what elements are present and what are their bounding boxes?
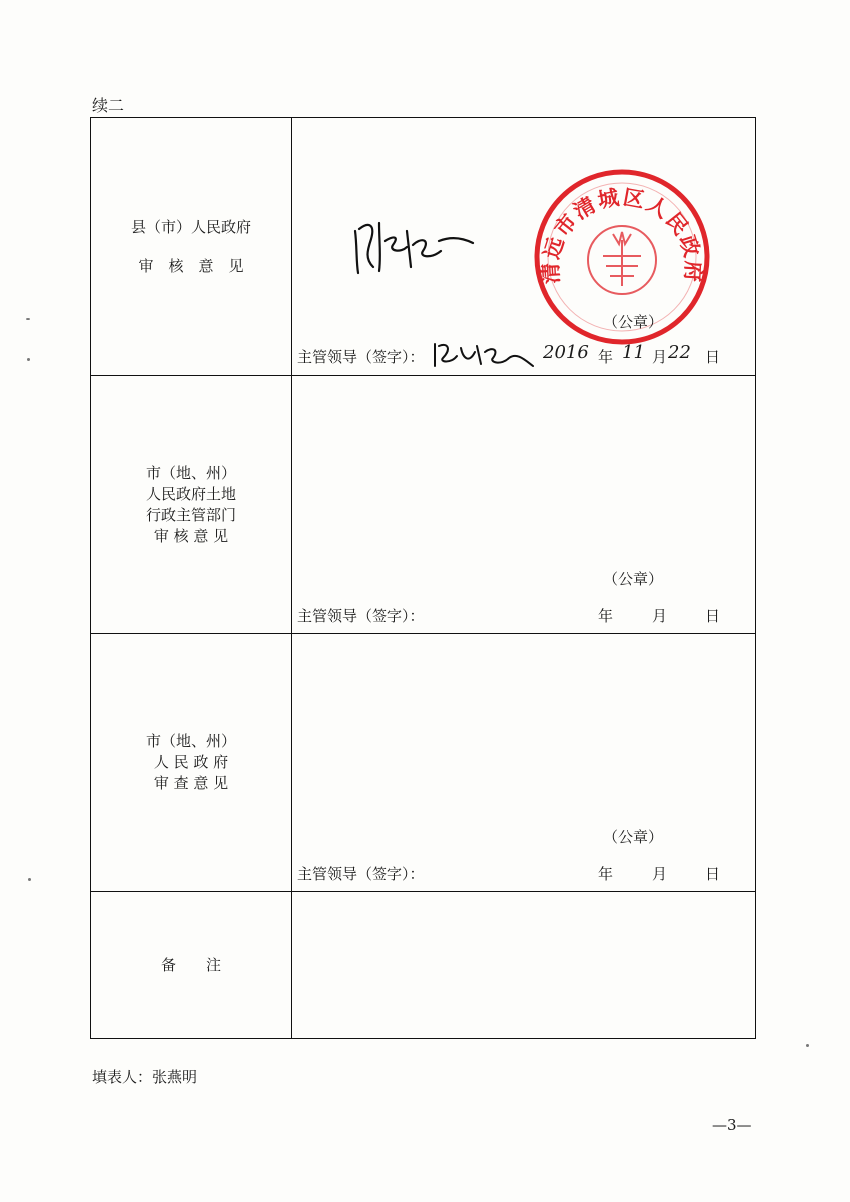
continued-label: 续二 — [92, 96, 125, 115]
month-unit: 月 — [652, 348, 668, 366]
day-unit: 日 — [705, 865, 721, 883]
sign-label: 主管领导（签字）： — [297, 348, 425, 366]
scan-speck — [806, 1044, 809, 1047]
county-review-content-cell — [291, 118, 755, 375]
sign-label: 主管领导（签字）： — [297, 607, 425, 625]
year-unit: 年 — [598, 865, 614, 883]
section-label-line: 市（地、州） — [145, 732, 236, 750]
section-label-line: 行政主管部门 — [145, 505, 236, 524]
city-land-review-section — [91, 376, 755, 633]
month-unit: 月 — [652, 607, 668, 625]
signature-row — [297, 342, 721, 368]
section-label-line: 审 查 意 见 — [153, 774, 229, 792]
section-label-line: 审 核 意 见 — [138, 256, 244, 275]
approval-form-table — [90, 117, 756, 1039]
official-signature-icon — [349, 211, 479, 277]
seal-text: 清远市清城区人民政府 — [537, 184, 707, 285]
day-unit: 日 — [705, 348, 721, 366]
signed-day: 22 — [668, 342, 691, 363]
signature-row — [297, 605, 721, 627]
signed-month: 11 — [622, 342, 645, 363]
city-gov-review-section — [91, 634, 755, 891]
scan-speck — [28, 878, 31, 881]
sign-label: 主管领导（签字）： — [297, 865, 425, 883]
section-label-line: 人 民 政 府 — [153, 753, 229, 771]
signature-row — [297, 863, 721, 885]
remarks-section — [91, 892, 755, 1038]
section-label-line: 审 核 意 见 — [153, 526, 229, 545]
section-label-line: 市（地、州） — [145, 463, 236, 482]
city-gov-review-content-cell — [291, 634, 755, 891]
remarks-label: 备 注 — [160, 955, 221, 974]
remarks-content-cell — [291, 892, 755, 1038]
scan-speck — [26, 318, 30, 320]
scan-speck — [27, 358, 30, 361]
signed-year: 2016 — [543, 342, 589, 363]
section-label-line: 人民政府土地 — [145, 484, 236, 503]
page-number: —3— — [712, 1116, 752, 1134]
remarks-label-cell — [91, 892, 291, 1038]
seal-placeholder-text: （公章） — [602, 313, 663, 331]
city-land-review-content-cell — [291, 376, 755, 633]
month-unit: 月 — [652, 865, 668, 883]
section-label-line: 县（市）人民政府 — [130, 217, 251, 236]
form-filler: 填表人：张燕明 — [92, 1068, 198, 1086]
city-land-review-label-cell — [91, 376, 291, 633]
day-unit: 日 — [705, 607, 721, 625]
leader-signature-icon — [429, 338, 539, 374]
city-gov-review-label-cell — [91, 634, 291, 891]
county-review-section — [91, 118, 755, 375]
seal-placeholder-text: （公章） — [602, 570, 663, 588]
seal-placeholder-text: （公章） — [602, 828, 663, 846]
year-unit: 年 — [598, 607, 614, 625]
year-unit: 年 — [598, 348, 614, 366]
county-review-label-cell — [91, 118, 291, 375]
